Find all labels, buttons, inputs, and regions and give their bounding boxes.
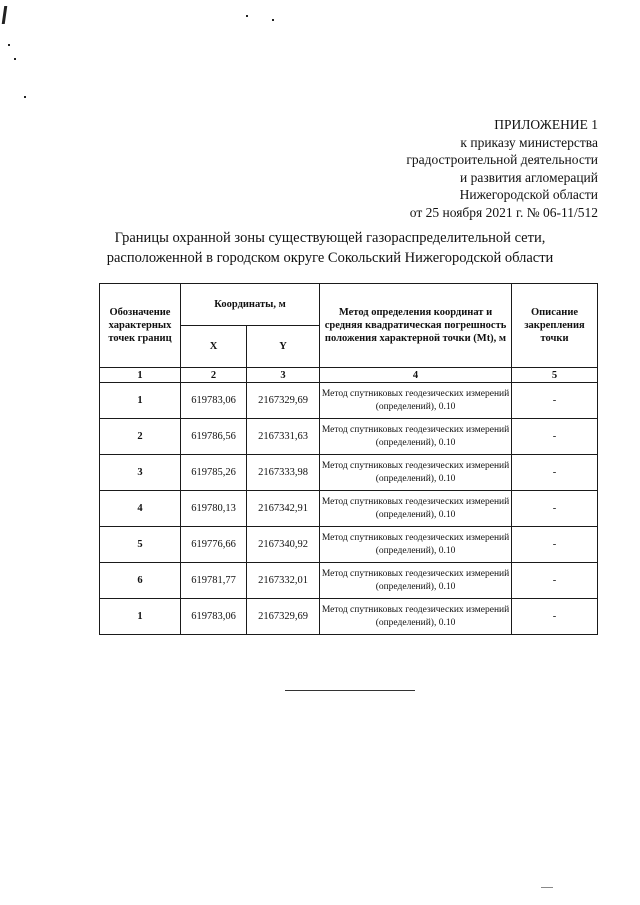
scan-artifact (2, 6, 8, 24)
point-cell: 2 (100, 419, 181, 455)
table-row (100, 419, 598, 455)
description-cell: - (512, 419, 598, 455)
appendix-header (406, 116, 598, 222)
appendix-line: и развития агломераций (459, 169, 598, 185)
y-cell: 2167342,91 (247, 491, 320, 527)
table-row (100, 491, 598, 527)
description-cell: - (512, 491, 598, 527)
header-point: Обозначение характерных точек границ (100, 284, 181, 368)
header-coordinates: Координаты, м (181, 284, 320, 326)
point-cell: 5 (100, 527, 181, 563)
column-number-row (100, 368, 598, 383)
column-number: 1 (100, 368, 181, 383)
x-cell: 619781,77 (181, 563, 247, 599)
appendix-title: ПРИЛОЖЕНИЕ 1 (494, 117, 598, 132)
method-cell: Метод спутниковых геодезических измерений (определений), 0.10 (320, 599, 512, 635)
table-row (100, 563, 598, 599)
point-cell: 1 (100, 383, 181, 419)
point-cell: 1 (100, 599, 181, 635)
x-cell: 619780,13 (181, 491, 247, 527)
appendix-line: к приказу министерства (460, 134, 598, 150)
header-x: X (181, 326, 247, 368)
header-y: Y (247, 326, 320, 368)
y-cell: 2167332,01 (247, 563, 320, 599)
point-cell: 4 (100, 491, 181, 527)
y-cell: 2167333,98 (247, 455, 320, 491)
y-cell: 2167329,69 (247, 383, 320, 419)
document-title (60, 228, 600, 268)
appendix-line: Нижегородской области (459, 187, 598, 203)
table-row (100, 599, 598, 635)
scan-dot (246, 15, 248, 17)
point-cell: 6 (100, 563, 181, 599)
method-cell: Метод спутниковых геодезических измерений (определений), 0.10 (320, 383, 512, 419)
scan-dot (8, 44, 10, 46)
y-cell: 2167329,69 (247, 599, 320, 635)
table-row (100, 383, 598, 419)
column-number: 4 (320, 368, 512, 383)
column-number: 5 (512, 368, 598, 383)
scan-dot (14, 58, 16, 60)
scan-artifact-line (541, 887, 553, 888)
document-title-line: расположенной в городском округе Сокольский Нижегородской области (106, 250, 554, 266)
description-cell: - (512, 455, 598, 491)
coordinates-table (99, 283, 598, 635)
description-cell: - (512, 383, 598, 419)
table-row (100, 527, 598, 563)
header-description: Описание закрепления точки (512, 284, 598, 368)
header-method: Метод определения координат и средняя квадратическая погрешность положения характерной точки (Mt), м (320, 284, 512, 368)
description-cell: - (512, 563, 598, 599)
document-title-line: Границы охранной зоны существующей газораспределительной сети, (114, 230, 546, 246)
x-cell: 619783,06 (181, 599, 247, 635)
point-cell: 3 (100, 455, 181, 491)
x-cell: 619776,66 (181, 527, 247, 563)
description-cell: - (512, 527, 598, 563)
method-cell: Метод спутниковых геодезических измерений (определений), 0.10 (320, 455, 512, 491)
y-cell: 2167331,63 (247, 419, 320, 455)
method-cell: Метод спутниковых геодезических измерений (определений), 0.10 (320, 491, 512, 527)
x-cell: 619785,26 (181, 455, 247, 491)
appendix-order-line: от 25 ноября 2021 г. № 06-11/512 (409, 204, 598, 220)
description-cell: - (512, 599, 598, 635)
y-cell: 2167340,92 (247, 527, 320, 563)
method-cell: Метод спутниковых геодезических измерений (определений), 0.10 (320, 527, 512, 563)
scan-dot (24, 96, 26, 98)
table-header-row (100, 284, 598, 326)
scan-dot (272, 19, 274, 21)
method-cell: Метод спутниковых геодезических измерений (определений), 0.10 (320, 419, 512, 455)
method-cell: Метод спутниковых геодезических измерений (определений), 0.10 (320, 563, 512, 599)
column-number: 3 (247, 368, 320, 383)
x-cell: 619783,06 (181, 383, 247, 419)
end-of-document-line (285, 690, 415, 691)
x-cell: 619786,56 (181, 419, 247, 455)
table-row (100, 455, 598, 491)
column-number: 2 (181, 368, 247, 383)
appendix-line: градостроительной деятельности (406, 152, 598, 168)
